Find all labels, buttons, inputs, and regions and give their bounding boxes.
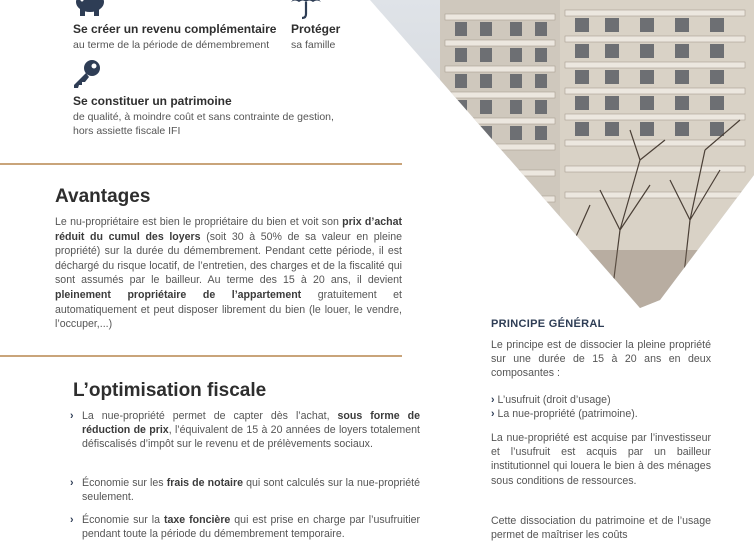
avantages-text-3: gratuitement et automatiquement et peut disposer librement du bien (le louer, le vendre, l’occuper,...) xyxy=(55,288,403,331)
objective-revenu-title: Se créer un revenu complémentaire xyxy=(73,22,277,36)
avantages-bold-prix: prix d’achat réduit du cumul des loyers xyxy=(55,216,402,243)
principe-item-usufruit xyxy=(491,393,611,407)
objective-patrimoine-sub1: de qualité, à moindre coût et sans contrainte de gestion, xyxy=(73,111,334,123)
umbrella-icon xyxy=(289,0,323,20)
divider-middle xyxy=(0,355,402,357)
objective-proteger-title: Protéger xyxy=(291,22,341,36)
optimisation-item-2-text-c: qui sont calculés sur la nue-propriété seulement. xyxy=(82,477,421,504)
piggy-bank-icon xyxy=(73,0,107,18)
optimisation-item-2-text-a: Économie sur les xyxy=(82,477,167,489)
chevron-right-icon: › xyxy=(70,477,74,489)
objective-revenu-sub: au terme de la période de démembrement xyxy=(73,39,270,51)
principe-item-usufruit-label: L’usufruit (droit d’usage) xyxy=(497,394,611,406)
avantages-text-2: (soit 30 à 50% de sa valeur en pleine propriété) sur la durée du démembrement. Pendant cette période, il est déchargé du risque locatif, de l’entretien, des charges et de la fiscalité qui sont assumés par le bailleur. Au terme des 15 à 20 ans, il devient xyxy=(55,230,403,287)
divider-top xyxy=(0,163,402,165)
objective-patrimoine-title: Se constituer un patrimoine xyxy=(73,94,232,108)
key-icon xyxy=(71,58,103,90)
principe-paragraph-3: Cette dissociation du patrimoine et de l’usage permet de maîtriser les coûts xyxy=(491,515,711,542)
optimisation-item-3 xyxy=(70,513,420,541)
avantages-bold-proprietaire: pleinement propriétaire de l’appartement xyxy=(55,288,302,301)
avantages-paragraph xyxy=(55,215,402,332)
optimisation-item-2-bold: frais de notaire xyxy=(166,477,243,489)
objective-proteger-sub: sa famille xyxy=(291,39,336,51)
principe-item-nue-propriete xyxy=(491,407,638,421)
optimisation-item-3-text-a: Économie sur la xyxy=(82,514,164,526)
chevron-right-icon: › xyxy=(70,410,74,422)
chevron-right-icon: › xyxy=(491,394,495,406)
optimisation-item-1-text-c: , l’équivalent de 15 à 20 années de loyers totalement défiscalisés d’impôt sur le revenu et de prélèvements sociaux. xyxy=(82,424,420,451)
chevron-right-icon: › xyxy=(70,514,74,526)
optimisation-item-3-bold: taxe foncière xyxy=(163,514,231,526)
optimisation-item-3-text-c: qui est prise en charge par l’usufruitier pendant toute la période du démembrement temporaire. xyxy=(82,514,420,541)
optimisation-item-2 xyxy=(70,476,421,504)
principe-title: PRINCIPE GÉNÉRAL xyxy=(491,318,605,330)
principe-paragraph-2: La nue-propriété est acquise par l’investisseur et l’usufruit est acquis par un bailleur institutionnel qui louera le bien à des ménages sous conditions de ressources. xyxy=(491,432,711,487)
objective-patrimoine-sub2: hors assiette fiscale IFI xyxy=(73,125,181,137)
avantages-text-1: Le nu-propriétaire est bien le propriétaire du bien et voit son xyxy=(55,216,343,228)
principe-item-nue-propriete-label: La nue-propriété (patrimoine). xyxy=(497,408,638,420)
avantages-title: Avantages xyxy=(55,186,151,207)
optimisation-item-1-bold: sous forme de réduction de prix xyxy=(82,410,420,437)
principe-intro: Le principe est de dissocier la pleine propriété sur une durée de 15 à 20 ans en deux composantes : xyxy=(491,339,711,380)
optimisation-item-1 xyxy=(70,409,420,452)
optimisation-title: L’optimisation fiscale xyxy=(73,380,267,401)
chevron-right-icon: › xyxy=(491,408,495,420)
optimisation-item-1-text-a: La nue-propriété permet de capter dès l’achat, xyxy=(82,410,338,422)
